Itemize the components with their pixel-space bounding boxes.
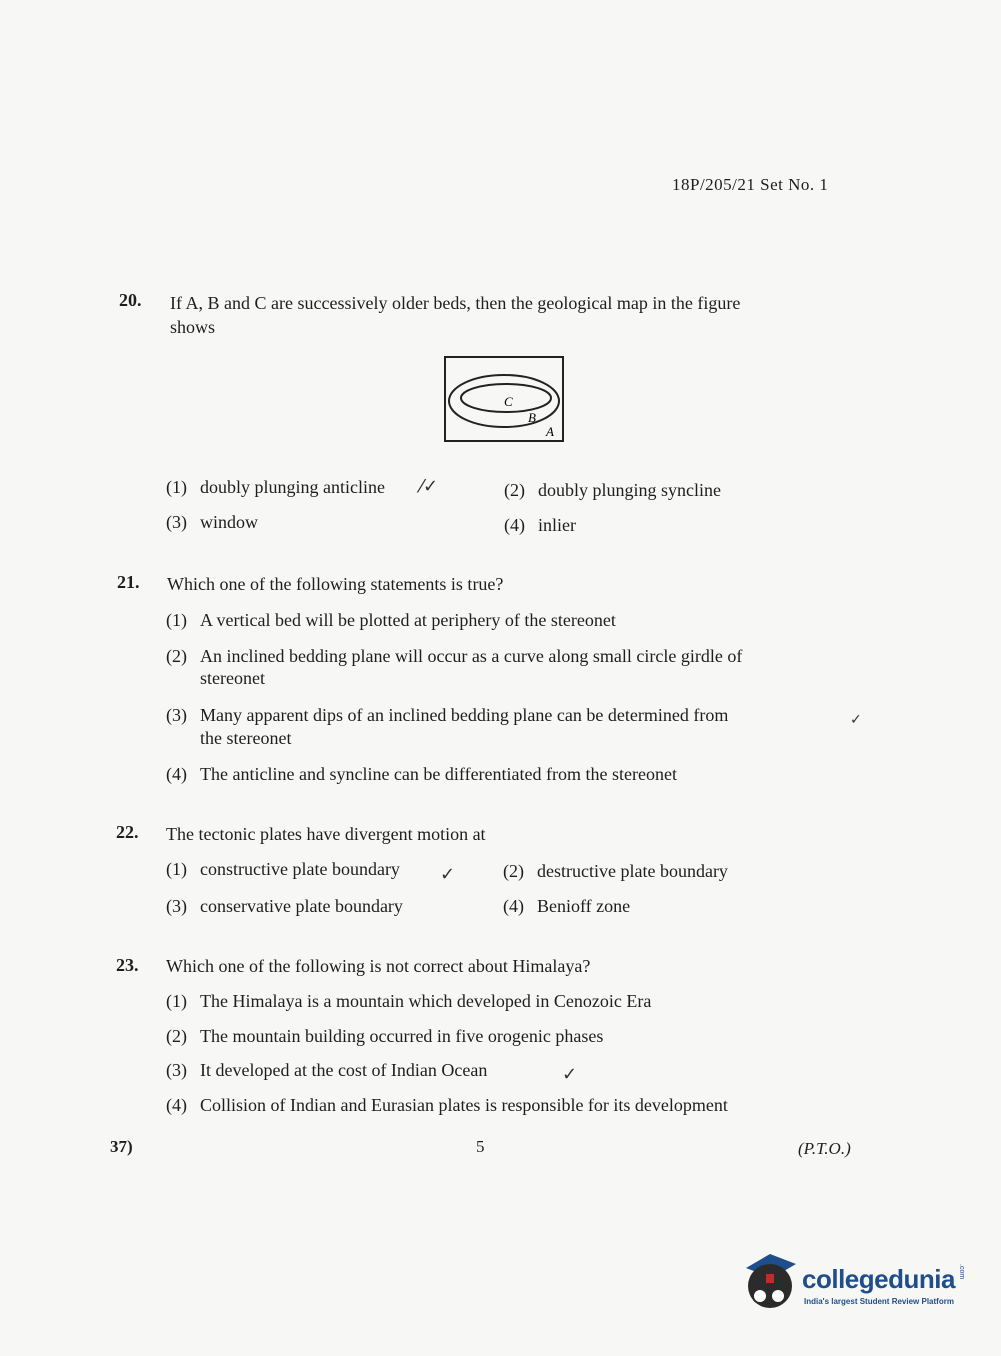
- question-21-option-2-line2: stereonet: [200, 668, 265, 688]
- option-text: Benioff zone: [537, 896, 631, 916]
- question-21-option-3: [166, 704, 728, 726]
- geological-map-svg: [446, 358, 562, 440]
- question-23-option-3: [166, 1059, 487, 1081]
- question-22-option-2: [503, 860, 728, 882]
- option-text: window: [200, 512, 258, 532]
- check-mark-icon: ✓: [440, 864, 456, 885]
- option-text: It developed at the cost of Indian Ocean: [200, 1060, 488, 1080]
- option-text: doubly plunging syncline: [538, 480, 721, 500]
- figure-label-c: C: [504, 394, 513, 409]
- geological-map-figure: [444, 356, 564, 442]
- figure-label-a: A: [546, 424, 554, 439]
- brand-domain: .com: [958, 1264, 965, 1280]
- page-number: 5: [476, 1137, 485, 1156]
- option-text: conservative plate boundary: [200, 896, 403, 916]
- check-mark-icon: ⁄✓: [420, 476, 439, 497]
- question-22-text: The tectonic plates have divergent motion at: [166, 824, 486, 844]
- question-23-option-1: [166, 990, 651, 1012]
- mascot-logo-icon: [740, 1250, 800, 1314]
- question-21-option-2: [166, 645, 742, 667]
- question-21-number: 21.: [117, 572, 140, 592]
- option-text: The mountain building occurred in five orogenic phases: [200, 1026, 604, 1046]
- question-20-option-3: [166, 511, 258, 533]
- option-number: (4): [166, 1095, 187, 1115]
- question-23-option-4: [166, 1094, 728, 1116]
- option-number: (2): [503, 861, 524, 881]
- option-text: Many apparent dips of an inclined bedding plane can be determined from: [200, 705, 729, 725]
- question-21-option-4: [166, 763, 677, 785]
- collegedunia-watermark: [740, 1250, 970, 1320]
- option-number: (4): [504, 515, 525, 535]
- option-number: (4): [503, 896, 524, 916]
- footer-left-code: 37): [110, 1137, 133, 1156]
- question-22-option-4: [503, 895, 630, 917]
- question-20-text-line2: shows: [170, 317, 216, 337]
- question-20-number: 20.: [119, 290, 142, 310]
- option-number: (2): [504, 480, 525, 500]
- question-23-text: Which one of the following is not correct about Himalaya?: [166, 956, 591, 976]
- option-text: An inclined bedding plane will occur as a curve along small circle girdle of: [200, 646, 743, 666]
- question-20-option-1: [166, 476, 385, 498]
- option-number: (1): [166, 477, 187, 497]
- question-20-option-4: [504, 514, 576, 536]
- paper-code: 18P/205/21 Set No. 1: [672, 175, 829, 194]
- option-number: (3): [166, 705, 187, 725]
- question-21-option-1: [166, 609, 616, 631]
- question-23-number: 23.: [116, 955, 139, 975]
- question-20-option-2: [504, 479, 721, 501]
- option-text: The anticline and syncline can be differentiated from the stereonet: [200, 764, 677, 784]
- option-number: (3): [166, 1060, 187, 1080]
- option-text: A vertical bed will be plotted at periphery of the stereonet: [200, 610, 616, 630]
- question-22-option-1: [166, 858, 400, 880]
- check-mark-icon: ✓: [562, 1064, 578, 1085]
- option-text: constructive plate boundary: [200, 859, 400, 879]
- question-23-option-2: [166, 1025, 603, 1047]
- figure-label-b: B: [528, 410, 536, 425]
- option-number: (1): [166, 859, 187, 879]
- question-22-option-3: [166, 895, 403, 917]
- option-text: inlier: [538, 515, 576, 535]
- option-number: (3): [166, 896, 187, 916]
- question-22-number: 22.: [116, 822, 139, 842]
- check-mark-icon: ✓: [850, 712, 862, 728]
- option-number: (2): [166, 646, 187, 666]
- option-number: (3): [166, 512, 187, 532]
- option-text: destructive plate boundary: [537, 861, 728, 881]
- option-text: doubly plunging anticline: [200, 477, 385, 497]
- option-text: The Himalaya is a mountain which developed in Cenozoic Era: [200, 991, 652, 1011]
- option-text: Collision of Indian and Eurasian plates is responsible for its development: [200, 1095, 728, 1115]
- option-number: (4): [166, 764, 187, 784]
- question-21-text: Which one of the following statements is true?: [167, 574, 504, 594]
- option-number: (2): [166, 1026, 187, 1046]
- question-20-text-line1: If A, B and C are successively older beds, then the geological map in the figure: [170, 293, 741, 313]
- question-21-option-3-line2: the stereonet: [200, 728, 292, 748]
- brand-name: collegedunia: [802, 1264, 955, 1294]
- option-number: (1): [166, 610, 187, 630]
- please-turn-over: (P.T.O.): [798, 1139, 851, 1158]
- brand-tagline: India's largest Student Review Platform: [804, 1297, 954, 1306]
- option-number: (1): [166, 991, 187, 1011]
